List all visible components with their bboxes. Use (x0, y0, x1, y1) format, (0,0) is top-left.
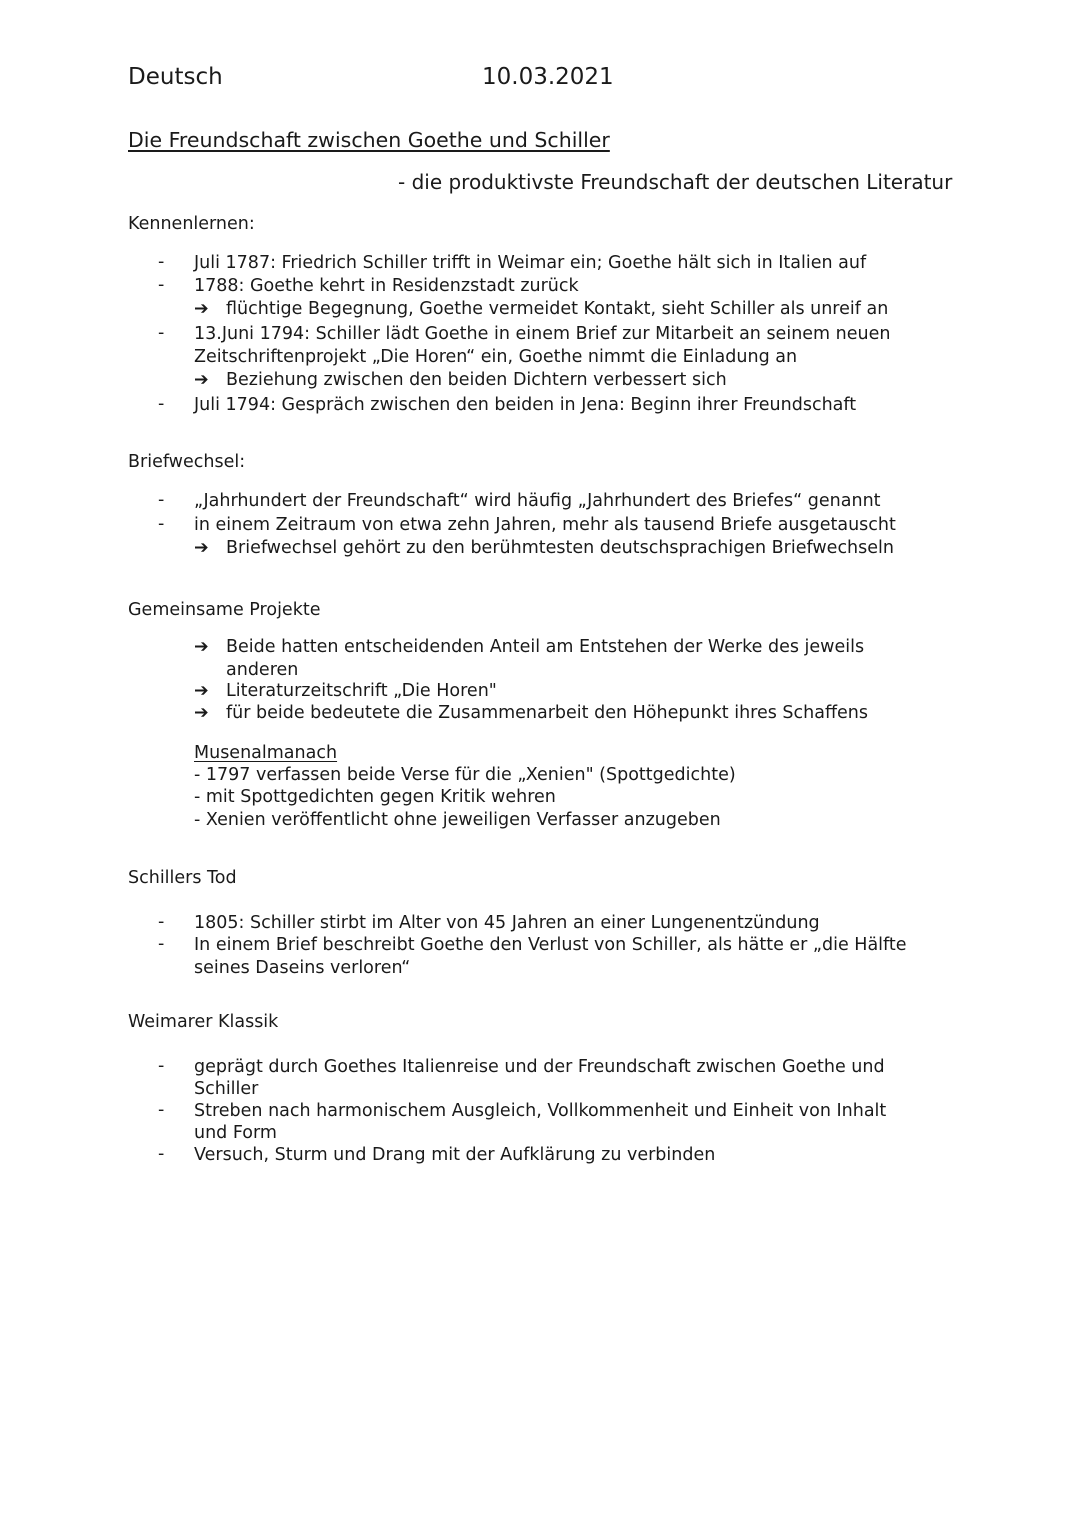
list-item: - Xenien veröffentlicht ohne jeweiligen Verfasser anzugeben (194, 810, 721, 830)
arrow-right-icon: ➔ (194, 637, 209, 657)
list-item: Versuch, Sturm und Drang mit der Aufklärung zu verbinden (194, 1145, 716, 1165)
document-subtitle: - die produktivste Freundschaft der deutschen Literatur (398, 170, 953, 194)
list-item: in einem Zeitraum von etwa zehn Jahren, mehr als tausend Briefe ausgetauscht (194, 515, 896, 535)
bullet-dash-icon: - (158, 394, 165, 414)
arrow-right-icon: ➔ (194, 681, 209, 701)
arrow-item (194, 681, 497, 701)
list-item: 1805: Schiller stirbt im Alter von 45 Jahren an einer Lungenentzündung (194, 913, 820, 933)
arrow-item-text: Beide hatten entscheidenden Anteil am Entstehen der Werke des jeweils (226, 637, 865, 657)
subject-heading: Deutsch (128, 64, 223, 90)
list-item-continuation: Schiller (194, 1079, 259, 1099)
arrow-right-icon: ➔ (194, 538, 209, 558)
arrow-item-text: Beziehung zwischen den beiden Dichtern verbessert sich (226, 370, 727, 390)
list-item-continuation: und Form (194, 1123, 277, 1143)
bullet-dash-icon: - (158, 934, 165, 954)
list-item: Juli 1787: Friedrich Schiller trifft in Weimar ein; Goethe hält sich in Italien auf (194, 253, 867, 273)
arrow-item (194, 370, 727, 390)
bullet-dash-icon: - (158, 252, 165, 272)
bullet-dash-icon: - (158, 490, 165, 510)
bullet-dash-icon: - (158, 1144, 165, 1164)
bullet-dash-icon: - (158, 1100, 165, 1120)
list-item: geprägt durch Goethes Italienreise und der Freundschaft zwischen Goethe und (194, 1057, 885, 1077)
list-item: 13.Juni 1794: Schiller lädt Goethe in einem Brief zur Mitarbeit an seinem neuen (194, 324, 891, 344)
list-item: „Jahrhundert der Freundschaft“ wird häufig „Jahrhundert des Briefes“ genannt (194, 491, 881, 511)
bullet-dash-icon: - (158, 323, 165, 343)
bullet-dash-icon: - (158, 275, 165, 295)
bullet-dash-icon: - (158, 514, 165, 534)
arrow-item-text: flüchtige Begegnung, Goethe vermeidet Kontakt, sieht Schiller als unreif an (226, 299, 889, 319)
arrow-item-text: Briefwechsel gehört zu den berühmtesten deutschsprachigen Briefwechseln (226, 538, 894, 558)
list-item: - 1797 verfassen beide Verse für die „Xenien" (Spottgedichte) (194, 765, 736, 785)
section-heading-projekte: Gemeinsame Projekte (128, 600, 321, 620)
sub-heading-musenalmanach: Musenalmanach (194, 743, 338, 763)
list-item: In einem Brief beschreibt Goethe den Verlust von Schiller, als hätte er „die Hälfte (194, 935, 907, 955)
arrow-right-icon: ➔ (194, 299, 209, 319)
arrow-right-icon: ➔ (194, 370, 209, 390)
bullet-dash-icon: - (158, 1056, 165, 1076)
document-title: Die Freundschaft zwischen Goethe und Schiller (128, 128, 610, 152)
arrow-item (194, 538, 894, 558)
list-item-continuation: seines Daseins verloren“ (194, 958, 411, 978)
list-item: - mit Spottgedichten gegen Kritik wehren (194, 787, 556, 807)
arrow-item-continuation: anderen (226, 660, 299, 680)
bullet-dash-icon: - (158, 912, 165, 932)
section-heading-klassik: Weimarer Klassik (128, 1012, 279, 1032)
arrow-right-icon: ➔ (194, 703, 209, 723)
section-heading-kennenlernen: Kennenlernen: (128, 214, 255, 234)
list-item: Streben nach harmonischem Ausgleich, Vollkommenheit und Einheit von Inhalt (194, 1101, 887, 1121)
arrow-item-text: für beide bedeutete die Zusammenarbeit den Höhepunkt ihres Schaffens (226, 703, 868, 723)
section-heading-briefwechsel: Briefwechsel: (128, 452, 246, 472)
arrow-item (194, 637, 864, 657)
arrow-item (194, 703, 868, 723)
arrow-item (194, 299, 888, 319)
date-heading: 10.03.2021 (482, 64, 614, 90)
list-item-continuation: Zeitschriftenprojekt „Die Horen“ ein, Goethe nimmt die Einladung an (194, 347, 798, 367)
list-item: 1788: Goethe kehrt in Residenzstadt zurück (194, 276, 579, 296)
section-heading-tod: Schillers Tod (128, 868, 237, 888)
list-item: Juli 1794: Gespräch zwischen den beiden in Jena: Beginn ihrer Freundschaft (194, 395, 857, 415)
arrow-item-text: Literaturzeitschrift „Die Horen" (226, 681, 497, 701)
